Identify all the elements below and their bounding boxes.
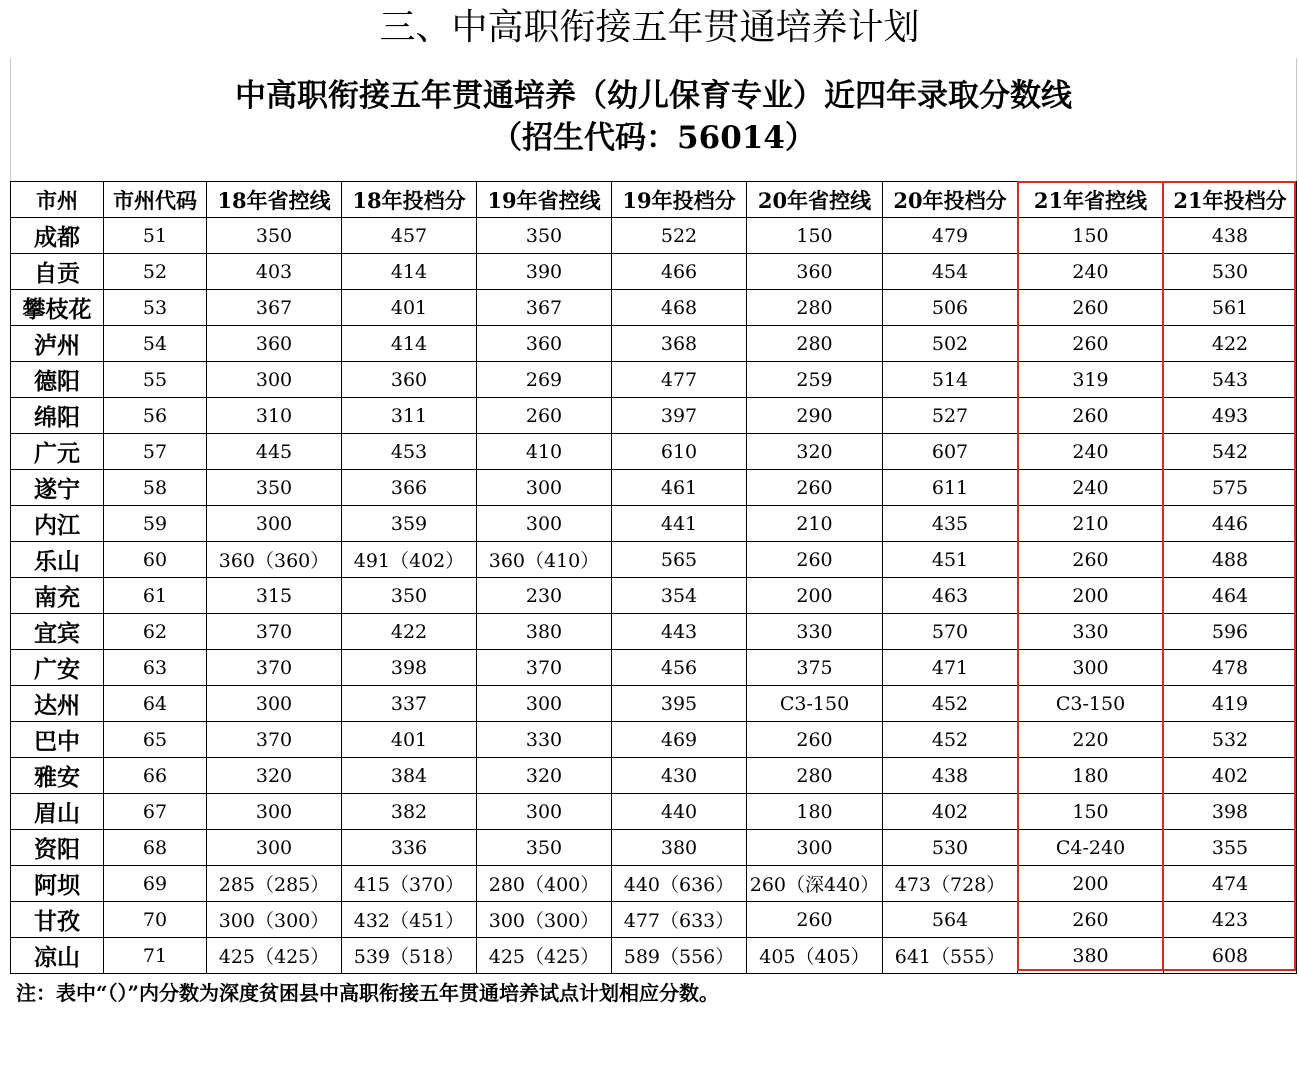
score-cell: 300 <box>477 506 612 542</box>
score-cell: 300 <box>207 506 342 542</box>
score-cell: 382 <box>342 794 477 830</box>
score-cell: 565 <box>612 542 747 578</box>
score-cell: 477 <box>612 362 747 398</box>
score-cell: 280 <box>747 326 883 362</box>
table-row <box>11 218 1297 254</box>
score-cell: 446 <box>1164 506 1297 542</box>
score-cell: 398 <box>342 650 477 686</box>
score-cell: 479 <box>883 218 1018 254</box>
score-cell: 611 <box>883 470 1018 506</box>
score-cell: 360 <box>207 326 342 362</box>
score-cell: 452 <box>883 686 1018 722</box>
score-cell: 530 <box>883 830 1018 866</box>
score-cell: 200 <box>1018 578 1164 614</box>
score-cell: 280 <box>747 290 883 326</box>
city-name-cell: 眉山 <box>11 794 104 830</box>
table-row <box>11 398 1297 434</box>
city-name-cell: 乐山 <box>11 542 104 578</box>
city-name-cell: 成都 <box>11 218 104 254</box>
table-row <box>11 506 1297 542</box>
score-cell: 336 <box>342 830 477 866</box>
score-cell: 360 <box>342 362 477 398</box>
score-cell: 290 <box>747 398 883 434</box>
city-code-cell: 54 <box>104 326 207 362</box>
city-code-cell: 70 <box>104 902 207 938</box>
score-cell: 414 <box>342 254 477 290</box>
table-row <box>11 938 1297 974</box>
score-cell: 469 <box>612 722 747 758</box>
score-cell: 380 <box>1018 938 1164 974</box>
city-code-cell: 60 <box>104 542 207 578</box>
score-cell: 300 <box>477 470 612 506</box>
score-cell: 461 <box>612 470 747 506</box>
table-row <box>11 650 1297 686</box>
city-code-cell: 68 <box>104 830 207 866</box>
score-cell: 210 <box>747 506 883 542</box>
score-cell: 589（556） <box>612 938 747 974</box>
city-code-cell: 58 <box>104 470 207 506</box>
score-cell: 419 <box>1164 686 1297 722</box>
score-cell: 240 <box>1018 254 1164 290</box>
score-cell: 210 <box>1018 506 1164 542</box>
score-cell: 474 <box>1164 866 1297 902</box>
city-name-cell: 资阳 <box>11 830 104 866</box>
city-name-cell: 绵阳 <box>11 398 104 434</box>
score-cell: 355 <box>1164 830 1297 866</box>
score-cell: 300 <box>207 362 342 398</box>
city-code-cell: 53 <box>104 290 207 326</box>
table-row <box>11 326 1297 362</box>
footnote: 注：表中“（）”内分数为深度贫困县中高职衔接五年贯通培养试点计划相应分数。 <box>16 981 720 1005</box>
table-title: 中高职衔接五年贯通培养（幼儿保育专业）近四年录取分数线 <box>235 78 1072 114</box>
score-cell: 311 <box>342 398 477 434</box>
score-cell: 300（300） <box>477 902 612 938</box>
score-cell: 260 <box>1018 542 1164 578</box>
score-cell: 359 <box>342 506 477 542</box>
score-cell: 350 <box>207 470 342 506</box>
score-cell: 320 <box>477 758 612 794</box>
score-cell: 285（285） <box>207 866 342 902</box>
table-row <box>11 578 1297 614</box>
column-header: 21年省控线 <box>1018 182 1164 218</box>
score-cell: 350 <box>207 218 342 254</box>
score-cell: 438 <box>1164 218 1297 254</box>
score-cell: 260 <box>1018 326 1164 362</box>
score-cell: 360 <box>747 254 883 290</box>
score-cell: 368 <box>612 326 747 362</box>
city-code-cell: 56 <box>104 398 207 434</box>
score-cell: 260 <box>747 902 883 938</box>
score-cell: 530 <box>1164 254 1297 290</box>
score-cell: 280 <box>747 758 883 794</box>
score-cell: 320 <box>747 434 883 470</box>
city-name-cell: 泸州 <box>11 326 104 362</box>
score-cell: 596 <box>1164 614 1297 650</box>
table-body <box>11 218 1297 974</box>
score-cell: 200 <box>1018 866 1164 902</box>
table-row <box>11 434 1297 470</box>
table-row <box>11 290 1297 326</box>
score-cell: 220 <box>1018 722 1164 758</box>
score-cell: 542 <box>1164 434 1297 470</box>
score-cell: 150 <box>747 218 883 254</box>
score-cell: 478 <box>1164 650 1297 686</box>
city-name-cell: 宜宾 <box>11 614 104 650</box>
city-code-cell: 57 <box>104 434 207 470</box>
score-cell: 415（370） <box>342 866 477 902</box>
score-cell: 319 <box>1018 362 1164 398</box>
score-cell: 260 <box>747 470 883 506</box>
city-code-cell: 63 <box>104 650 207 686</box>
table-row <box>11 686 1297 722</box>
score-cell: 390 <box>477 254 612 290</box>
score-cell: 422 <box>342 614 477 650</box>
score-cell: 561 <box>1164 290 1297 326</box>
city-code-cell: 59 <box>104 506 207 542</box>
city-code-cell: 69 <box>104 866 207 902</box>
table-row <box>11 830 1297 866</box>
score-cell: 269 <box>477 362 612 398</box>
score-cell: 370 <box>207 722 342 758</box>
score-cell: 443 <box>612 614 747 650</box>
city-name-cell: 凉山 <box>11 938 104 974</box>
score-cell: 570 <box>883 614 1018 650</box>
score-cell: 543 <box>1164 362 1297 398</box>
city-name-cell: 甘孜 <box>11 902 104 938</box>
city-name-cell: 巴中 <box>11 722 104 758</box>
table-row <box>11 254 1297 290</box>
score-cell: 401 <box>342 722 477 758</box>
score-cell: 452 <box>883 722 1018 758</box>
score-cell: 403 <box>207 254 342 290</box>
table-row <box>11 758 1297 794</box>
score-cell: 532 <box>1164 722 1297 758</box>
city-name-cell: 自贡 <box>11 254 104 290</box>
city-code-cell: 61 <box>104 578 207 614</box>
score-cell: 259 <box>747 362 883 398</box>
score-cell: 315 <box>207 578 342 614</box>
score-cell: 280（400） <box>477 866 612 902</box>
score-cell: 440 <box>612 794 747 830</box>
score-cell: 575 <box>1164 470 1297 506</box>
score-cell: 384 <box>342 758 477 794</box>
score-cell: 454 <box>883 254 1018 290</box>
column-header: 20年省控线 <box>747 182 883 218</box>
city-name-cell: 遂宁 <box>11 470 104 506</box>
score-cell: 354 <box>612 578 747 614</box>
column-header: 18年省控线 <box>207 182 342 218</box>
score-cell: 330 <box>747 614 883 650</box>
score-cell: 350 <box>477 218 612 254</box>
score-cell: 564 <box>883 902 1018 938</box>
score-cell: 641（555） <box>883 938 1018 974</box>
city-name-cell: 广元 <box>11 434 104 470</box>
column-header: 21年投档分 <box>1164 182 1297 218</box>
score-cell: 180 <box>747 794 883 830</box>
enrollment-code: （招生代码：56014） <box>491 120 816 156</box>
score-cell: 430 <box>612 758 747 794</box>
score-cell: 150 <box>1018 218 1164 254</box>
score-cell: C3-150 <box>1018 686 1164 722</box>
city-code-cell: 52 <box>104 254 207 290</box>
score-cell: 405（405） <box>747 938 883 974</box>
score-cell: 300 <box>477 794 612 830</box>
score-cell: 445 <box>207 434 342 470</box>
table-row <box>11 866 1297 902</box>
score-cell: 438 <box>883 758 1018 794</box>
score-cell: 425（425） <box>477 938 612 974</box>
city-name-cell: 内江 <box>11 506 104 542</box>
city-name-cell: 攀枝花 <box>11 290 104 326</box>
score-cell: 473（728） <box>883 866 1018 902</box>
score-cell: 463 <box>883 578 1018 614</box>
city-name-cell: 南充 <box>11 578 104 614</box>
score-cell: 330 <box>477 722 612 758</box>
score-cell: 367 <box>207 290 342 326</box>
score-cell: 360 <box>477 326 612 362</box>
score-cell: 440（636） <box>612 866 747 902</box>
score-cell: 456 <box>612 650 747 686</box>
score-cell: 230 <box>477 578 612 614</box>
score-cell: 300 <box>207 686 342 722</box>
score-cell: 260 <box>477 398 612 434</box>
score-cell: 471 <box>883 650 1018 686</box>
city-name-cell: 广安 <box>11 650 104 686</box>
score-cell: 397 <box>612 398 747 434</box>
admission-score-table <box>10 181 1297 974</box>
city-code-cell: 64 <box>104 686 207 722</box>
column-header: 20年投档分 <box>883 182 1018 218</box>
city-name-cell: 达州 <box>11 686 104 722</box>
city-name-cell: 雅安 <box>11 758 104 794</box>
city-name-cell: 德阳 <box>11 362 104 398</box>
city-code-cell: 66 <box>104 758 207 794</box>
score-cell: 366 <box>342 470 477 506</box>
score-cell: 464 <box>1164 578 1297 614</box>
column-header: 市州 <box>11 182 104 218</box>
score-cell: 367 <box>477 290 612 326</box>
score-cell: 527 <box>883 398 1018 434</box>
score-cell: 425（425） <box>207 938 342 974</box>
score-cell: 491（402） <box>342 542 477 578</box>
score-cell: 610 <box>612 434 747 470</box>
score-cell: 180 <box>1018 758 1164 794</box>
score-cell: C4-240 <box>1018 830 1164 866</box>
score-cell: 410 <box>477 434 612 470</box>
column-header: 19年投档分 <box>612 182 747 218</box>
score-cell: 370 <box>207 614 342 650</box>
table-row <box>11 542 1297 578</box>
city-code-cell: 55 <box>104 362 207 398</box>
score-cell: 514 <box>883 362 1018 398</box>
score-cell: 395 <box>612 686 747 722</box>
score-cell: 300 <box>1018 650 1164 686</box>
score-cell: 240 <box>1018 470 1164 506</box>
score-cell: 375 <box>747 650 883 686</box>
score-cell: 337 <box>342 686 477 722</box>
score-cell: 320 <box>207 758 342 794</box>
header-row <box>11 182 1297 218</box>
score-cell: 260 <box>747 722 883 758</box>
score-cell: 350 <box>342 578 477 614</box>
column-header: 19年省控线 <box>477 182 612 218</box>
score-cell: 422 <box>1164 326 1297 362</box>
score-cell: 466 <box>612 254 747 290</box>
score-cell: 350 <box>477 830 612 866</box>
column-header: 18年投档分 <box>342 182 477 218</box>
score-cell: 300 <box>747 830 883 866</box>
score-cell: 310 <box>207 398 342 434</box>
score-cell: 477（633） <box>612 902 747 938</box>
score-cell: 468 <box>612 290 747 326</box>
score-cell: 360（360） <box>207 542 342 578</box>
score-cell: 300（300） <box>207 902 342 938</box>
score-cell: 453 <box>342 434 477 470</box>
table-row <box>11 470 1297 506</box>
score-cell: 360（410） <box>477 542 612 578</box>
score-cell: 414 <box>342 326 477 362</box>
score-cell: 451 <box>883 542 1018 578</box>
score-cell: 401 <box>342 290 477 326</box>
table-row <box>11 902 1297 938</box>
city-code-cell: 71 <box>104 938 207 974</box>
table-row <box>11 794 1297 830</box>
score-cell: 260 <box>1018 290 1164 326</box>
city-code-cell: 51 <box>104 218 207 254</box>
score-cell: 380 <box>612 830 747 866</box>
score-cell: 370 <box>477 650 612 686</box>
score-cell: 493 <box>1164 398 1297 434</box>
page-title: 三、中高职衔接五年贯通培养计划 <box>379 7 920 48</box>
score-cell: 457 <box>342 218 477 254</box>
score-cell: 260 <box>747 542 883 578</box>
score-cell: 398 <box>1164 794 1297 830</box>
score-cell: 506 <box>883 290 1018 326</box>
table-row <box>11 362 1297 398</box>
score-cell: 502 <box>883 326 1018 362</box>
score-sheet <box>10 58 1297 1008</box>
score-cell: 300 <box>207 794 342 830</box>
score-cell: 260 <box>1018 398 1164 434</box>
score-cell: 150 <box>1018 794 1164 830</box>
score-cell: 402 <box>1164 758 1297 794</box>
column-header: 市州代码 <box>104 182 207 218</box>
score-cell: 330 <box>1018 614 1164 650</box>
city-code-cell: 67 <box>104 794 207 830</box>
city-name-cell: 阿坝 <box>11 866 104 902</box>
score-cell: 441 <box>612 506 747 542</box>
score-cell: 539（518） <box>342 938 477 974</box>
score-cell: 300 <box>477 686 612 722</box>
city-code-cell: 65 <box>104 722 207 758</box>
table-row <box>11 722 1297 758</box>
table-row <box>11 614 1297 650</box>
score-cell: 522 <box>612 218 747 254</box>
score-cell: 423 <box>1164 902 1297 938</box>
score-cell: 260（深440） <box>747 866 883 902</box>
score-cell: 300 <box>207 830 342 866</box>
score-cell: 380 <box>477 614 612 650</box>
score-cell: 370 <box>207 650 342 686</box>
score-cell: 432（451） <box>342 902 477 938</box>
city-code-cell: 62 <box>104 614 207 650</box>
score-cell: 435 <box>883 506 1018 542</box>
score-cell: 607 <box>883 434 1018 470</box>
score-cell: C3-150 <box>747 686 883 722</box>
score-cell: 402 <box>883 794 1018 830</box>
score-cell: 240 <box>1018 434 1164 470</box>
score-cell: 200 <box>747 578 883 614</box>
score-cell: 488 <box>1164 542 1297 578</box>
score-cell: 260 <box>1018 902 1164 938</box>
score-cell: 608 <box>1164 938 1297 974</box>
